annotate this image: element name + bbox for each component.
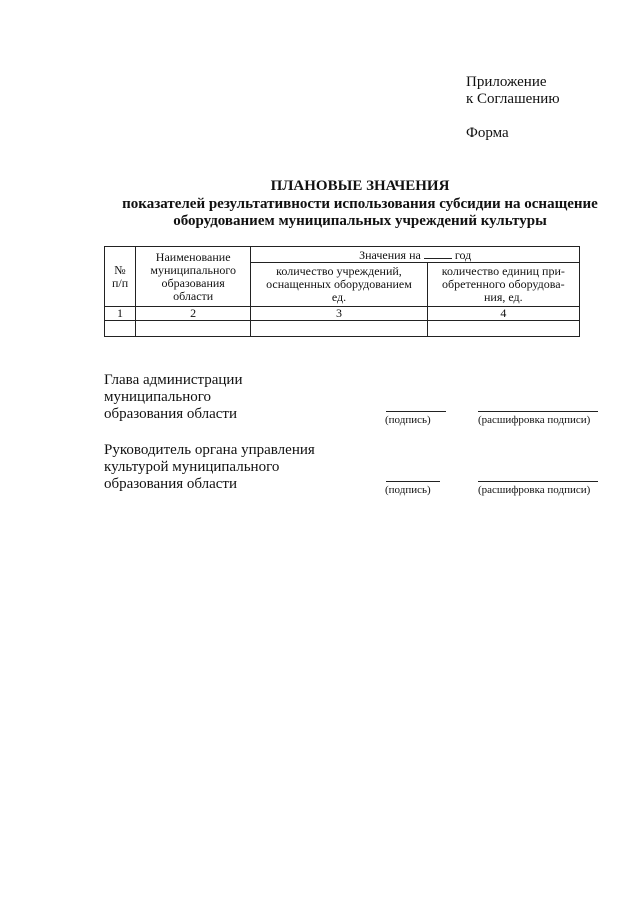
table-cell[interactable] [427, 321, 579, 337]
column-number: 1 [105, 307, 136, 321]
document-title: ПЛАНОВЫЕ ЗНАЧЕНИЯ [270, 178, 450, 194]
table-cell[interactable] [136, 321, 251, 337]
empty-data-row [105, 321, 580, 337]
header-institutions-count [251, 263, 427, 307]
signatory-title-line: Глава администрации [104, 372, 243, 388]
column-numbers-row [105, 307, 580, 321]
document-subtitle-line-2: оборудованием муниципальных учреждений культуры [173, 213, 547, 229]
signatory-title-line: образования области [104, 406, 238, 422]
header-municipality-line: Наименование [155, 249, 231, 264]
appendix-label: Приложение [466, 74, 547, 90]
signature-block-culture-head [104, 442, 315, 493]
signatory-title-line: образования области [104, 476, 238, 492]
header-values-prefix: Значения на [359, 247, 421, 262]
signature-decode-caption: (расшифровка подписи) [478, 414, 591, 426]
signature-decode-line[interactable] [478, 481, 598, 482]
header-number [105, 247, 136, 307]
header-equipment-count [427, 263, 579, 307]
document-subtitle-line-1: показателей результативности использования субсидии на оснащение [122, 196, 598, 212]
table-cell[interactable] [251, 321, 427, 337]
header-equipment-line: обретенного оборудова- [442, 277, 565, 291]
header-municipality-line: образования [161, 275, 225, 290]
signatory-title-line: муниципального [104, 389, 212, 405]
column-number: 4 [427, 307, 579, 321]
year-blank [424, 248, 452, 259]
header-municipality-line: муниципального [150, 262, 236, 277]
header-municipality [136, 247, 251, 307]
signature-caption: (подпись) [385, 484, 431, 496]
appendix-agreement: к Соглашению [466, 91, 560, 107]
signature-block-head [104, 372, 242, 423]
header-municipality-line: области [173, 288, 214, 303]
header-values [251, 247, 580, 263]
header-values-suffix: год [454, 247, 472, 262]
signatory-title-line: Руководитель органа управления [104, 442, 315, 458]
table-cell[interactable] [105, 321, 136, 337]
signature-decode-line[interactable] [478, 411, 598, 412]
header-equipment-line: ния, ед. [484, 290, 523, 304]
header-number-line: № [114, 262, 126, 277]
signature-decode-caption: (расшифровка подписи) [478, 484, 591, 496]
header-institutions-line: оснащенных оборудованием [266, 277, 412, 291]
header-institutions-line: количество учреждений, [276, 264, 402, 278]
indicators-table [104, 246, 580, 337]
signatory-title-line: культурой муниципального [104, 459, 280, 475]
appendix-block [466, 74, 560, 142]
signature-line[interactable] [386, 481, 440, 482]
column-number: 2 [136, 307, 251, 321]
signature-caption: (подпись) [385, 414, 431, 426]
header-number-line: п/п [111, 275, 129, 290]
form-label: Форма [466, 125, 509, 141]
signature-line[interactable] [386, 411, 446, 412]
header-institutions-line: ед. [331, 290, 347, 304]
header-equipment-line: количество единиц при- [441, 264, 565, 278]
column-number: 3 [251, 307, 427, 321]
